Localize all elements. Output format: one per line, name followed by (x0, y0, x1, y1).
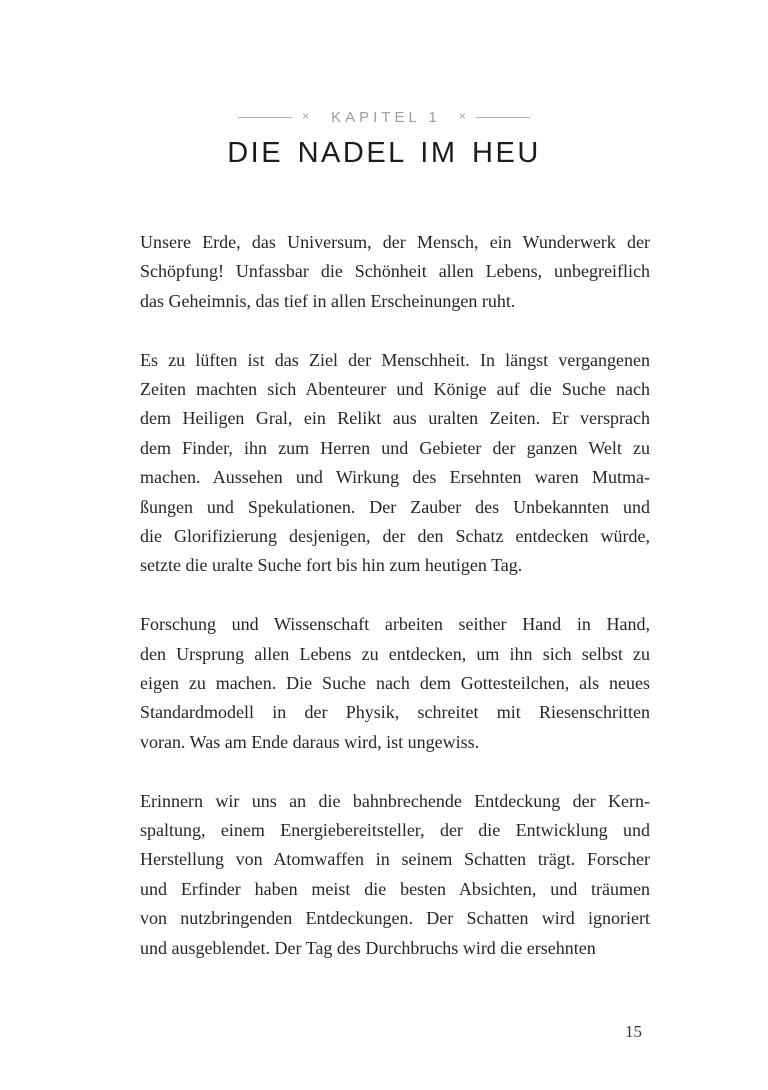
text-line: und Erfinder haben meist die besten Absichten, und träumen (140, 878, 650, 899)
chapter-heading (0, 104, 768, 130)
text-line: und ausgeblendet. Der Tag des Durchbruchs wird die ersehnten (140, 937, 596, 958)
text-line: machen. Aussehen und Wirkung des Ersehnten waren Mutma- (140, 467, 650, 488)
text-line: dem Finder, ihn zum Herren und Gebieter der ganzen Welt zu (140, 437, 650, 458)
ornament-rule-right (476, 117, 530, 118)
text-line: Erinnern wir uns an die bahnbrechende Entdeckung der Kern- (140, 790, 650, 811)
chapter-label: KAPITEL 1 (331, 108, 441, 126)
paragraph (140, 228, 650, 316)
text-line: voran. Was am Ende daraus wird, ist ungewiss. (140, 731, 480, 752)
text-line: Zeiten machten sich Abenteurer und Könige auf die Suche nach (140, 379, 650, 400)
text-line: Unsere Erde, das Universum, der Mensch, ein Wunderwerk der (140, 232, 650, 252)
text-line: Es zu lüften ist das Ziel der Menschheit. In längst vergangenen (140, 349, 650, 370)
ornament-x-left: × (302, 109, 310, 123)
text-line: Forschung und Wissenschaft arbeiten seither Hand in Hand, (140, 614, 650, 635)
text-line: spaltung, einem Energiebereitsteller, der die Entwicklung und (140, 820, 650, 841)
page-number: 15 (625, 1022, 642, 1041)
text-line: Schöpfung! Unfassbar die Schönheit allen Lebens, unbegreiflich (140, 261, 650, 282)
text-line: den Ursprung allen Lebens zu entdecken, um ihn sich selbst zu (140, 643, 650, 664)
text-line: ßungen und Spekulationen. Der Zauber des Unbekannten und (140, 496, 650, 517)
text-line: das Geheimnis, das tief in allen Erscheinungen ruht. (140, 290, 516, 311)
ornament-rule-left (238, 117, 292, 118)
chapter-title: DIE NADEL IM HEU (227, 137, 541, 169)
body-text (140, 228, 650, 993)
text-line: setzte die uralte Suche fort bis hin zum heutigen Tag. (140, 555, 523, 576)
paragraph (140, 610, 650, 757)
paragraph (140, 787, 650, 963)
paragraph (140, 346, 650, 581)
text-line: eigen zu machen. Die Suche nach dem Gottesteilchen, als neues (140, 673, 650, 694)
text-line: dem Heiligen Gral, ein Relikt aus uralten Zeiten. Er versprach (140, 408, 650, 429)
text-line: von nutzbringenden Entdeckungen. Der Schatten wird ignoriert (140, 908, 650, 929)
ornament-x-right: × (458, 109, 466, 123)
text-line: Herstellung von Atomwaffen in seinem Schatten trägt. Forscher (140, 849, 650, 870)
text-line: die Glorifizierung desjenigen, der den Schatz entdecken würde, (140, 526, 650, 547)
text-line: Standardmodell in der Physik, schreitet mit Riesenschritten (140, 702, 650, 723)
